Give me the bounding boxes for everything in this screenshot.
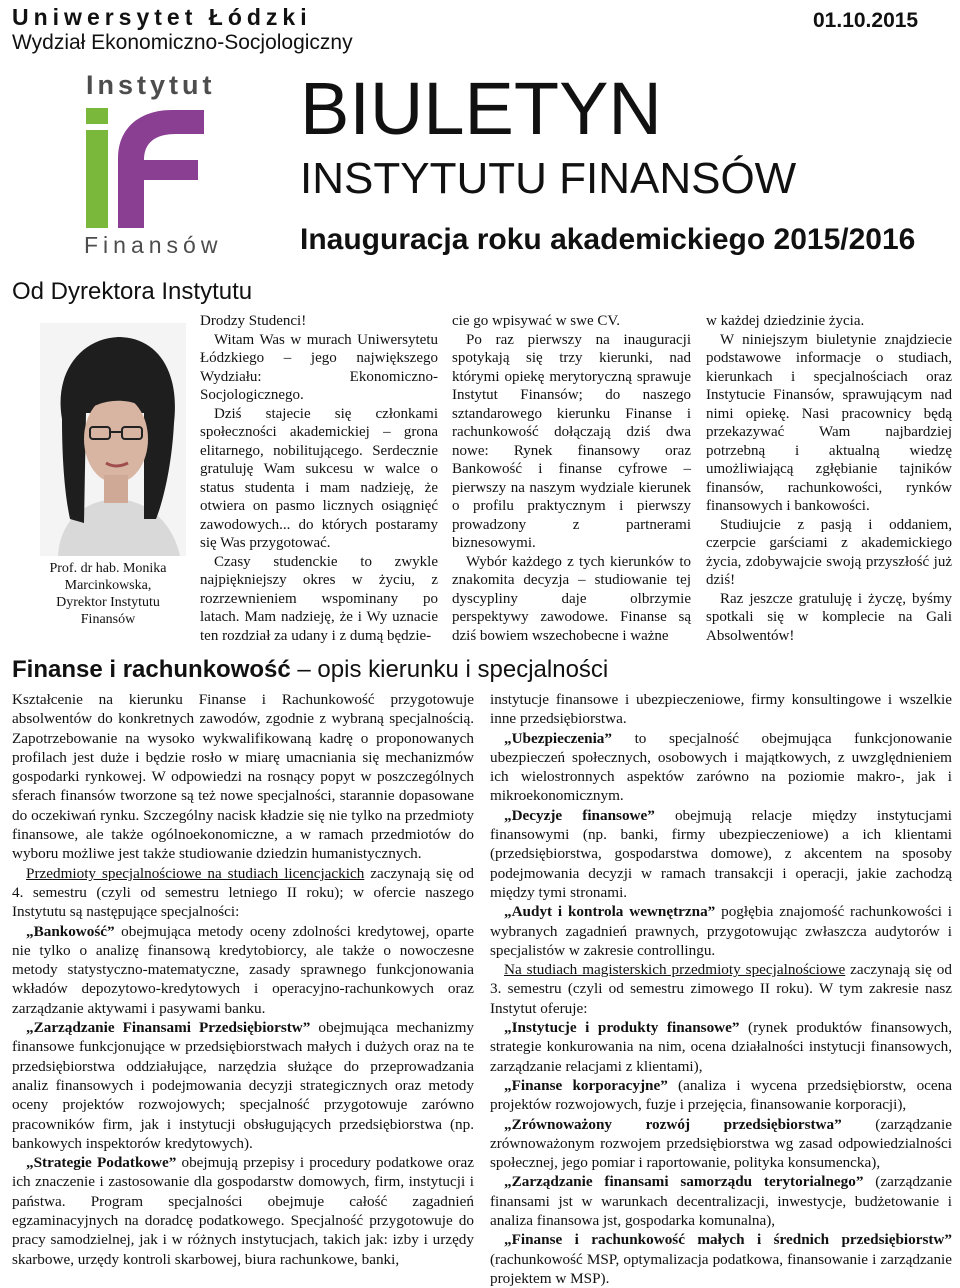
- program-column-left: [12, 690, 474, 1269]
- letter-paragraph: W niniejszym biuletynie znajdziecie podstawowe informacje o studiach, kierunkach i specjalnościach oraz Instytucie Finansów, sprawującym nad nimi opiekę. Nasi pracownicy będą przekazywać Wam najbardziej potrzebną i aktualną wiedzę umożliwiającą zgłębianie tajników finansów, rachunkowości, rynków finansowych i bankowości.: [706, 331, 952, 514]
- letter-paragraph: cie go wpisywać w swe CV.: [452, 313, 621, 329]
- specialty-description: obejmująca metody oceny zdolności kredytowej, oparte nie tylko o analizę finansową kredytobiorcy, ale także o nowoczesne metody statystyczno-matematyczne, zasady sprawnego funkcjonowania wkładów depozytowo-kredytowych i operacyjno-rachunkowych oraz zarządzanie aktywami i pasywami banku.: [12, 922, 474, 1017]
- program-heading-bold: Finanse i rachunkowość: [12, 656, 291, 683]
- letter-paragraph: Studiujcie z pasją i oddaniem, czerpcie garściami z akademickiego życia, zdobywajcie swoją przyszłość już dziś!: [706, 516, 952, 588]
- bachelor-subjects-text: zaczynają się od 4. semestru (czyli od semestru letniego II roku); w ofercie naszego Instytutu są następujące specjalności:: [12, 864, 474, 921]
- logo-top-text: Instytut: [86, 70, 216, 100]
- specialty-description: obejmują przepisy i procedury podatkowe oraz ich znaczenie i zastosowanie dla gospodarstw domowych, firm, instytucji i państwa. Program specjalności obejmuje całość zagadnień egzaminacyjnych na doradcę podatkowego. Specjalność przygotowuje do pracy samodzielnej, jak i w różnych instytucjach, takich jak: izby i urzędy skarbowe, urzędy kontroli skarbowej, biura rachunkowe, banki,: [12, 1154, 474, 1268]
- caption-name: Prof. dr hab. Monika Marcinkowska,: [49, 561, 167, 593]
- specialty-description: obejmują relacje między instytucjami finansowymi (np. banki, firmy ubezpieczeniowe) a ich klientami (przedsiębiorstwa, gospodarstwa domowe), z akcentem na sposoby podejmowania decyzji w ramach transakcji i operacji, jakie zachodzą między tymi stronami.: [490, 806, 953, 901]
- logo-bottom-text: Finansów: [84, 232, 223, 258]
- letter-paragraph: Czasy studenckie to zwykle najpiękniejszy okres w życiu, z rozrzewnieniem wspominany po latach. Mam nadzieję, że i Wy uznacie ten rozdział za udany i z dumą będzie-: [200, 553, 438, 644]
- issue-date: 01.10.2015: [813, 9, 919, 32]
- portrait-caption: [28, 560, 188, 628]
- specialty-name: „Strategie Podatkowe”: [26, 1154, 177, 1172]
- specialty-description: obejmująca mechanizmy finansowe funkcjonujące w przedsiębiorstwach małych i dużych oraz na te przedsiębiorstwa oddziałujące, narzędzia służące do przeprowadzania analiz finansowych i podejmowania decyzji strategicznych oraz metody oceny projektów rozwojowych; specjalność przygotowuje zarówno pracowników firm, jak i instytucji obsługujących przedsiębiorstwa (np. bankowych inspektorów kredytowych).: [12, 1019, 474, 1152]
- master-specialty-description: (rachunkowość MSP, optymalizacja podatkowa, finansowanie i zarządzanie projektem w MSP).: [490, 1250, 952, 1287]
- master-specialty-description: (rynek produktów finansowych, strategie konkurowania na nim, ocena działalności instytucji finansowych, zarządzanie relacjami z klientami),: [490, 1019, 952, 1075]
- master-subjects-link-text: Na studiach magisterskich przedmioty specjalnościowe: [504, 961, 846, 979]
- letter-paragraph: Dziś stajecie się członkami społeczności akademickiej – grona elitarnego, nobilitującego. Serdecznie gratuluję Wam sukcesu w walce o status studenta i mam nadzieję, że otwiera on pasmo licznych osiągnięć zawodowych... do których postaramy się Was przygotować.: [200, 405, 438, 551]
- master-specialty-name: „Finanse i rachunkowość małych i średnich przedsiębiorstw”: [504, 1231, 952, 1249]
- inauguration-heading: Inauguracja roku akademickiego 2015/2016: [300, 223, 916, 256]
- letter-paragraph: Wybór każdego z tych kierunków to znakomita decyzja – studiowanie tej dyscypliny daje olbrzymie perspektywy zawodowe. Finanse są dziś bowiem wszechobecne i ważne: [452, 553, 691, 644]
- specialty-name: „Zarządzanie Finansami Przedsiębiorstw”: [26, 1019, 311, 1037]
- specialty-name: „Bankowość”: [26, 922, 115, 940]
- director-letter-column-3: [706, 312, 952, 645]
- caption-role: Dyrektor Instytutu Finansów: [56, 595, 160, 627]
- letter-paragraph: w każdej dziedzinie życia.: [706, 313, 865, 329]
- program-column-right: [490, 690, 952, 1288]
- logo-if-mark: [74, 100, 226, 230]
- letter-paragraph: Drodzy Studenci!: [200, 313, 307, 329]
- master-specialty-name: „Zrównoważony rozwój przedsiębiorstwa”: [504, 1115, 842, 1133]
- director-portrait-photo: [40, 323, 186, 556]
- program-intro: Kształcenie na kierunku Finanse i Rachunkowość przygotowuje absolwentów do konkretnych zawodów, zgodnie z wybraną specjalnością. Zapotrzebowanie na wysoko wykwalifikowaną kadrę o proponowanych profilach jest duże i będzie rosło w miarę umacniania się mechanizmów gospodarki rynkowej. W odpowiedzi na rosnący popyt w poszczególnych sferach finansów tworzone są też nowe specjalności, starannie dopasowane do oczekiwań rynku. Szczególny nacisk kładzie się nie tylko na przedmioty finansowe, ale także ogólnoekonomiczne, a w ramach przedmiotów do wyboru możliwe jest także studiowanie dziedzin humanistycznych.: [12, 691, 474, 863]
- university-name: Uniwersytet Łódzki: [12, 4, 312, 30]
- director-heading: Od Dyrektora Instytutu: [12, 278, 253, 305]
- director-letter-column-2: [452, 312, 691, 645]
- master-specialty-name: „Instytucje i produkty finansowe”: [504, 1019, 740, 1037]
- institute-logo: [74, 70, 226, 262]
- faculty-name: Wydział Ekonomiczno-Socjologiczny: [12, 31, 353, 54]
- master-specialty-description: (analiza i wycena przedsiębiorstw, ocena projektów rozwojowych, fuzje i przejęcia, finansowanie korporacji),: [490, 1076, 952, 1114]
- specialty-name: „Audyt i kontrola wewnętrzna”: [504, 903, 716, 921]
- program-continuation: instytucje finansowe i ubezpieczeniowe, firmy konsultingowe i wszelkie inne przedsiębiorstwa.: [490, 691, 952, 728]
- program-section-heading: [12, 656, 608, 684]
- master-specialty-name: „Finanse korporacyjne”: [504, 1076, 668, 1094]
- newsletter-title: BIULETYN: [300, 67, 662, 150]
- master-specialty-description: (zarządzanie zrównoważonym rozwojem przedsiębiorstwa wg zasad odpowiedzialności społecznej, jego pomiar i raportowanie, polityka konsumencka),: [490, 1115, 952, 1172]
- bachelor-subjects-link-text: Przedmioty specjalnościowe na studiach licencjackich: [26, 864, 365, 882]
- master-subjects-text: zaczynają się od 3. semestru (czyli od semestru zimowego II roku). W tym zakresie nasz Instytut oferuje:: [490, 961, 952, 1017]
- specialty-name: „Decyzje finansowe”: [504, 806, 655, 824]
- specialty-description: pogłębia znajomość rachunkowości i wybranych zagadnień prawnych, przygotowując zwłaszcza audytorów i specjalistów w zakresie controllingu.: [490, 903, 952, 959]
- letter-paragraph: Po raz pierwszy na inauguracji spotykają się trzy kierunki, nad którymi opiekę merytoryczną sprawuje Instytut Finansów; do naszego sztandarowego kierunku Finanse i rachunkowość dołączają dziś dwa nowe: Rynek finansowy oraz Bankowość i finanse cyfrowe – pierwszy na naszym wydziale kierunek o profilu praktycznym i pierwszy prowadzony z partnerami biznesowymi.: [452, 331, 691, 551]
- director-letter-column-1: [200, 312, 438, 645]
- master-specialty-name: „Zarządzanie finansami samorządu terytorialnego”: [504, 1173, 864, 1191]
- newsletter-subtitle: INSTYTUTU FINANSÓW: [300, 154, 797, 203]
- letter-paragraph: Witam Was w murach Uniwersytetu Łódzkiego – jego największego Wydziału: Ekonomiczno-Socjologicznego.: [200, 331, 438, 403]
- letter-paragraph: Raz jeszcze gratuluję i życzę, byśmy spotkali się w komplecie na Gali Absolwentów!: [706, 590, 952, 644]
- program-heading-rest: – opis kierunku i specjalności: [290, 656, 609, 683]
- specialty-description: to specjalność obejmująca funkcjonowanie ubezpieczeń społecznych, osobowych i majątkowych, z uwzględnieniem ich wielostronnych aspektów zarówno na poziomie makro-, jak i mikroekonomicznym.: [490, 729, 952, 805]
- master-specialty-description: (zarządzanie finansami jst w warunkach decentralizacji, inwestycje, budżetowanie i analiza finansowa jst, gospodarka komunalna),: [490, 1173, 952, 1230]
- specialty-name: „Ubezpieczenia”: [504, 729, 612, 747]
